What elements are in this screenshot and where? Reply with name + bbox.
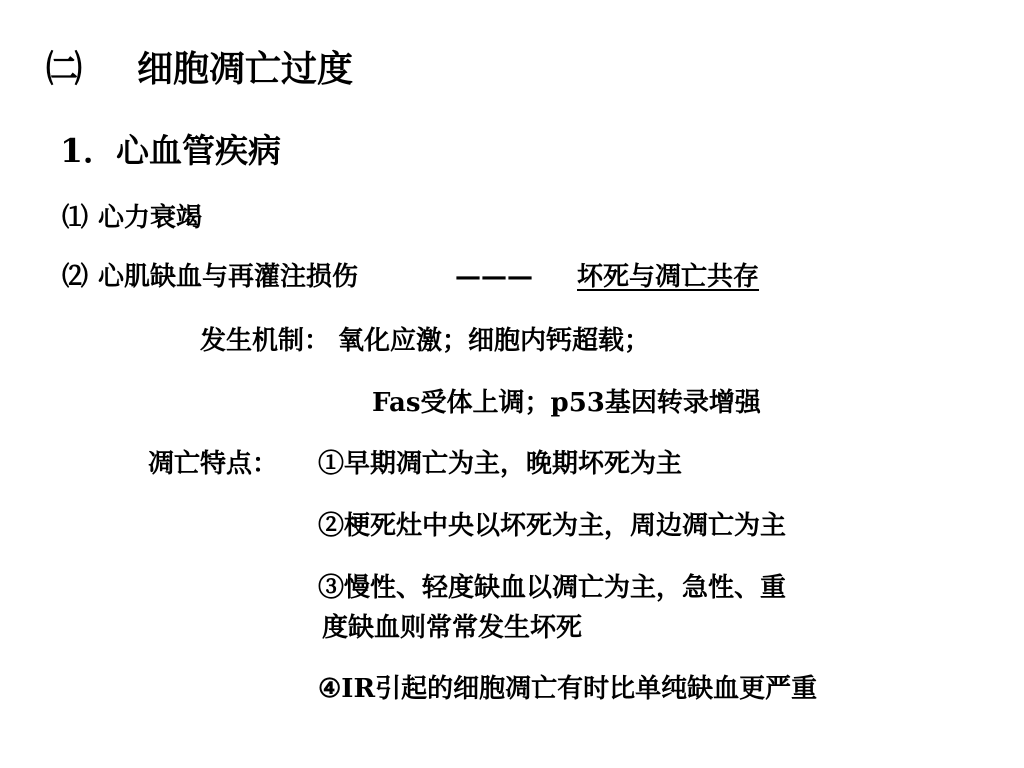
feature-point-2: ②梗死灶中央以坏死为主，周边凋亡为主 xyxy=(318,511,787,541)
mechanism-line-1: 氧化应激；细胞内钙超载； xyxy=(338,326,651,356)
heading-marker: ㈡ xyxy=(46,48,83,90)
mechanism-label: 发生机制： xyxy=(200,326,331,356)
feature-point-4: ④IR引起的细胞凋亡有时比单纯缺血更严重 xyxy=(318,674,818,704)
item-2-dash: ——— xyxy=(455,262,533,292)
mechanism-line-2: Fas受体上调；p53基因转录增强 xyxy=(372,388,761,418)
item-2-result: 坏死与凋亡共存 xyxy=(577,262,760,292)
features-label: 凋亡特点： xyxy=(148,449,279,479)
feature-point-3-continued: 度缺血则常常发生坏死 xyxy=(322,613,583,643)
subheading: 1．心血管疾病 xyxy=(60,131,281,170)
feature-point-3: ③慢性、轻度缺血以凋亡为主，急性、重 xyxy=(318,573,787,603)
item-2-marker: ⑵ xyxy=(62,262,89,292)
feature-point-1: ①早期凋亡为主，晚期坏死为主 xyxy=(318,449,683,479)
item-1-marker: ⑴ xyxy=(62,203,89,233)
heading-title: 细胞凋亡过度 xyxy=(137,48,354,90)
item-1-text: 心力衰竭 xyxy=(98,203,203,233)
item-2-text: 心肌缺血与再灌注损伤 xyxy=(98,262,359,292)
